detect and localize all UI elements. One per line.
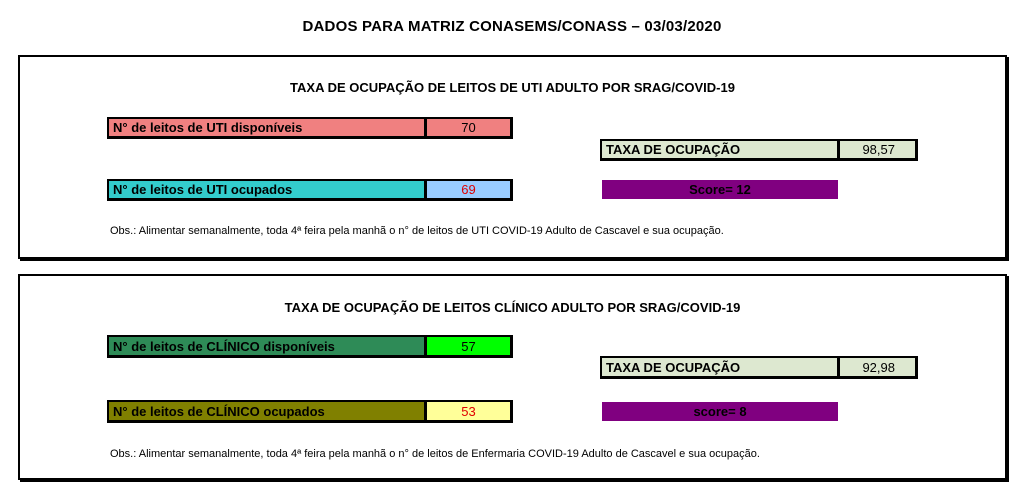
uti-obs-note: Obs.: Alimentar semanalmente, toda 4ª feira pela manhã o n° de leitos de UTI COVID-19 Adulto de Cascavel e sua ocupação. bbox=[110, 225, 724, 237]
clinico-rate-value: 92,98 bbox=[838, 356, 918, 379]
uti-rate-label: TAXA DE OCUPAÇÃO bbox=[600, 139, 840, 161]
uti-score: Score= 12 bbox=[602, 180, 838, 199]
uti-panel-title: TAXA DE OCUPAÇÃO DE LEITOS DE UTI ADULTO POR SRAG/COVID-19 bbox=[290, 80, 735, 95]
uti-panel bbox=[18, 55, 1007, 259]
clinico-occupied-value: 53 bbox=[425, 400, 513, 423]
clinico-rate-label: TAXA DE OCUPAÇÃO bbox=[600, 356, 840, 379]
clinico-available-value: 57 bbox=[425, 335, 513, 358]
uti-occupied-label: N° de leitos de UTI ocupados bbox=[107, 179, 427, 201]
page-title: DADOS PARA MATRIZ CONASEMS/CONASS – 03/03/2020 bbox=[302, 18, 722, 35]
uti-available-label: N° de leitos de UTI disponíveis bbox=[107, 117, 427, 139]
uti-rate-value: 98,57 bbox=[838, 139, 918, 161]
clinico-panel bbox=[18, 274, 1007, 480]
uti-occupied-value: 69 bbox=[425, 179, 513, 201]
clinico-available-label: N° de leitos de CLÍNICO disponíveis bbox=[107, 335, 427, 358]
clinico-obs-note: Obs.: Alimentar semanalmente, toda 4ª feira pela manhã o n° de leitos de Enfermaria COVID-19 Adulto de Cascavel e sua ocupação. bbox=[110, 448, 760, 460]
clinico-score: score= 8 bbox=[602, 402, 838, 421]
clinico-panel-title: TAXA DE OCUPAÇÃO DE LEITOS CLÍNICO ADULTO POR SRAG/COVID-19 bbox=[284, 300, 741, 315]
uti-available-value: 70 bbox=[425, 117, 513, 139]
clinico-occupied-label: N° de leitos de CLÍNICO ocupados bbox=[107, 400, 427, 423]
